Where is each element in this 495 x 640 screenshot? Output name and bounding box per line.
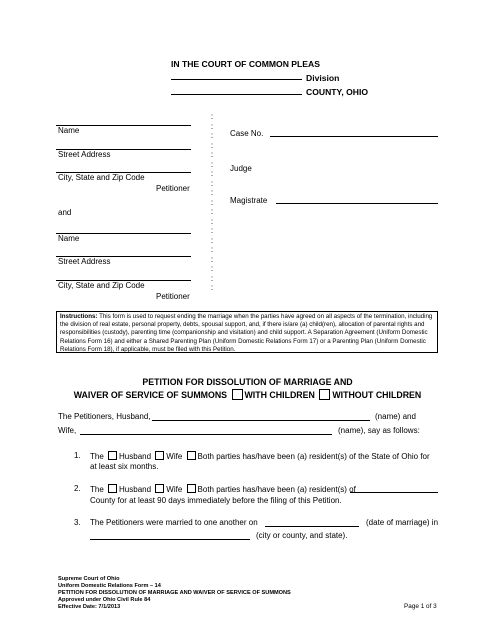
item3-number: 3.	[74, 518, 81, 527]
instructions-label: Instructions:	[60, 313, 98, 320]
county-label: COUNTY, OHIO	[306, 87, 369, 97]
case-no-line[interactable]	[270, 136, 438, 137]
item2-wife-label: Wife	[166, 485, 183, 494]
judge-label: Judge	[230, 164, 252, 173]
title-line2	[0, 389, 495, 400]
caption-colon-column: : : : : : : : : : : : : : : : : : : :	[210, 112, 214, 292]
street2-label: Street Address	[58, 257, 111, 266]
court-heading: IN THE COURT OF COMMON PLEAS	[171, 59, 320, 69]
title-waiver: WAIVER OF SERVICE OF SUMMONS	[73, 390, 228, 400]
without-children-checkbox[interactable]	[319, 389, 330, 400]
wife-label: Wife,	[58, 426, 77, 435]
item1-husband-label: Husband	[119, 452, 152, 461]
item2-both-checkbox[interactable]	[187, 484, 196, 493]
street1-label: Street Address	[58, 150, 111, 159]
item2-husband-label: Husband	[119, 485, 152, 494]
item2-wife-checkbox[interactable]	[155, 484, 164, 493]
item1-wife-label: Wife	[166, 452, 183, 461]
with-children-checkbox[interactable]	[232, 389, 243, 400]
county-line[interactable]	[171, 94, 302, 95]
magistrate-line[interactable]	[276, 203, 438, 204]
item3-date-label: (date of marriage) in	[366, 518, 439, 527]
name-and-label: (name) and	[375, 412, 416, 421]
with-children-label: WITH CHILDREN	[244, 390, 315, 400]
item2-the: The	[90, 485, 104, 494]
item1-text: Both parties has/have been (a) resident(s) of the State of Ohio for	[197, 452, 430, 461]
item1-text-line2: at least six months.	[90, 462, 159, 471]
city2-label: City, State and Zip Code	[58, 281, 145, 290]
petitioners-husband-label: The Petitioners, Husband,	[58, 412, 151, 421]
husband-name-line[interactable]	[152, 420, 370, 421]
petitioner2-label: Petitioner	[156, 292, 190, 301]
page-number: Page 1 of 3	[404, 603, 437, 610]
item3-text: The Petitioners were married to one another on	[90, 518, 258, 527]
without-children-label: WITHOUT CHILDREN	[332, 390, 422, 400]
item2-husband-checkbox[interactable]	[108, 484, 117, 493]
marriage-date-line[interactable]	[265, 526, 359, 527]
footer-court: Supreme Court of Ohio	[58, 576, 120, 582]
item1-number: 1.	[74, 451, 81, 460]
footer-rule: Approved under Ohio Civil Rule 84	[58, 597, 151, 603]
item1-husband-checkbox[interactable]	[108, 451, 117, 460]
instructions-box	[56, 311, 438, 353]
item1-both-checkbox[interactable]	[187, 451, 196, 460]
petitioner1-label: Petitioner	[156, 184, 190, 193]
item3-city-label: (city or county, and state).	[256, 531, 348, 540]
and-label: and	[58, 208, 72, 217]
item1-row	[90, 451, 430, 461]
item2-number: 2.	[74, 484, 81, 493]
division-label: Division	[306, 73, 340, 83]
wife-name-line[interactable]	[80, 434, 332, 435]
city1-label: City, State and Zip Code	[58, 173, 145, 182]
case-no-label: Case No.	[230, 129, 264, 138]
footer-date: Effective Date: 7/1/2013	[58, 604, 121, 610]
marriage-place-line[interactable]	[90, 539, 250, 540]
item2-text: Both parties has/have been (a) resident(s) of	[197, 485, 356, 494]
name1-label: Name	[58, 126, 80, 135]
say-follows-label: (name), say as follows:	[338, 426, 420, 435]
item2-row	[90, 484, 356, 494]
item1-wife-checkbox[interactable]	[155, 451, 164, 460]
footer-form: Uniform Domestic Relations Form – 14	[58, 583, 161, 589]
division-line[interactable]	[171, 79, 302, 80]
item2-county-line[interactable]	[350, 492, 438, 493]
item2-text-line2: County for at least 90 days immediately before the filing of this Petition.	[90, 496, 342, 505]
footer-title: PETITION FOR DISSOLUTION OF MARRIAGE AND WAIVER OF SERVICE OF SUMMONS	[58, 590, 291, 596]
magistrate-label: Magistrate	[230, 196, 268, 205]
title-line1: PETITION FOR DISSOLUTION OF MARRIAGE AND	[142, 377, 353, 387]
instructions-text: This form is used to request ending the marriage when the parties have agreed on all aspects of the termination, including the division of real estate, personal property, debts, spousal support, and, if there is/are (a) child(ren), allocation of parental rights and responsibilities (custody), parenting time (companionship and visitation) and child support. A Separation Agreement (Uniform Domestic Relations Form 16) and either a Shared Parenting Plan (Uniform Domestic Relations Form 17) or a Parenting Plan (Uniform Domestic Relations Form 18), if applicable, must be filed with this Petition.	[60, 313, 433, 353]
name2-label: Name	[58, 234, 80, 243]
item1-the: The	[90, 452, 104, 461]
